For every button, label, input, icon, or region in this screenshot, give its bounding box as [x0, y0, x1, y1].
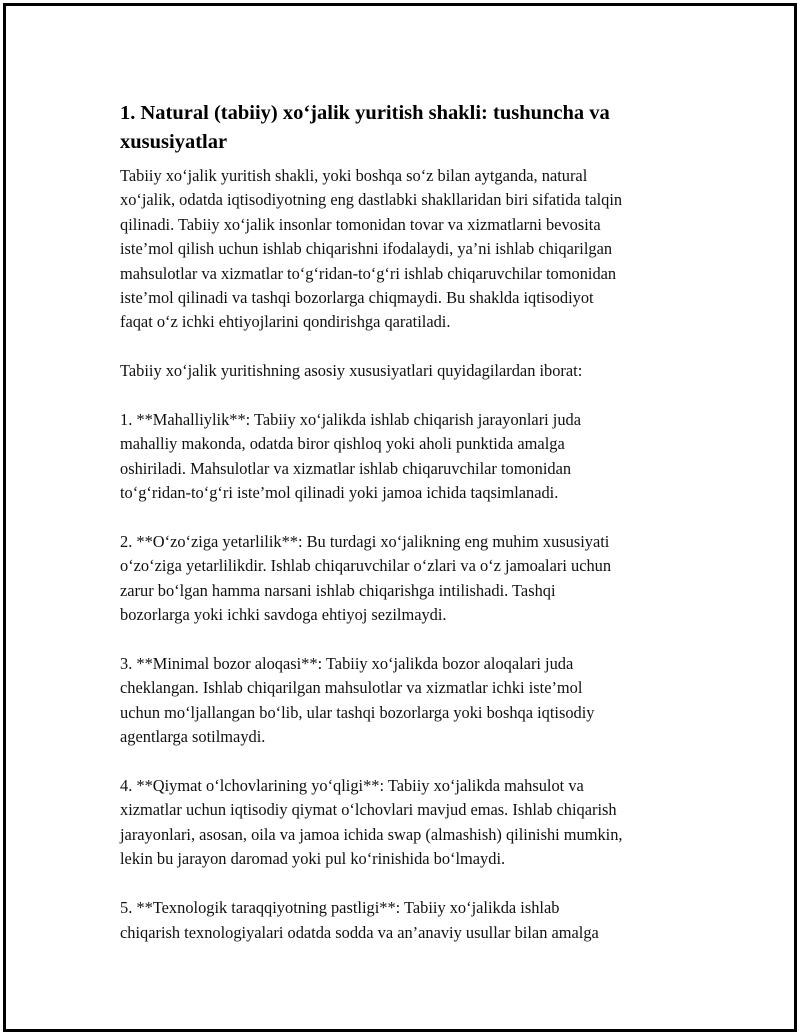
text-line: jarayonlari, asosan, oila va jamoa ichida swap (almashish) qilinishi mumkin, [120, 824, 623, 844]
heading-line: 1. Natural (tabiiy) xo‘jalik yuritish shakli: tushuncha va [120, 102, 610, 124]
text-line: 1. **Mahalliylik**: Tabiiy xo‘jalikda ishlab chiqarish jarayonlari juda [120, 410, 582, 430]
document-body [120, 99, 690, 969]
text-line: cheklangan. Ishlab chiqarilgan mahsulotlar va xizmatlar ichki iste’mol [120, 678, 583, 698]
text-line: lekin bu jarayon daromad yoki pul ko‘rinishida bo‘lmaydi. [120, 849, 506, 869]
section-heading [120, 99, 690, 157]
feature-item-5 [120, 896, 690, 945]
text-line: 3. **Minimal bozor aloqasi**: Tabiiy xo‘jalikda bozor aloqalari juda [120, 654, 574, 674]
text-line: bozorlarga yoki ichki savdoga ehtiyoj sezilmaydi. [120, 605, 447, 625]
text-line: 5. **Texnologik taraqqiyotning pastligi**: Tabiiy xo‘jalikda ishlab [120, 898, 560, 918]
text-line: zarur bo‘lgan hamma narsani ishlab chiqarishga intilishadi. Tashqi [120, 580, 556, 600]
text-line: to‘g‘ridan-to‘g‘ri iste’mol qilinadi yoki jamoa ichida taqsimlanadi. [120, 483, 559, 503]
text-line: xizmatlar uchun iqtisodiy qiymat o‘lchovlari mavjud emas. Ishlab chiqarish [120, 800, 617, 820]
page-frame [3, 3, 797, 1032]
intro-paragraph [120, 164, 690, 335]
text-line: xo‘jalik, odatda iqtisodiyotning eng dastlabki shakllaridan biri sifatida talqin [120, 190, 623, 210]
text-line: Tabiiy xo‘jalik yuritishning asosiy xususiyatlari quyidagilardan iborat: [120, 361, 583, 381]
text-line: oshiriladi. Mahsulotlar va xizmatlar ishlab chiqaruvchilar tomonidan [120, 458, 572, 478]
heading-line: xususiyatlar [120, 131, 228, 153]
text-line: 4. **Qiymat o‘lchovlarining yo‘qligi**: Tabiiy xo‘jalikda mahsulot va [120, 776, 584, 796]
text-line: iste’mol qilish uchun ishlab chiqarishni ifodalaydi, ya’ni ishlab chiqarilgan [120, 239, 613, 259]
feature-item-1 [120, 408, 690, 506]
text-line: chiqarish texnologiyalari odatda sodda va an’anaviy usullar bilan amalga [120, 922, 599, 942]
text-line: agentlarga sotilmaydi. [120, 727, 266, 747]
feature-item-3 [120, 652, 690, 750]
features-intro-paragraph [120, 359, 690, 383]
feature-item-4 [120, 774, 690, 872]
text-line: iste’mol qilinadi va tashqi bozorlarga chiqmaydi. Bu shaklda iqtisodiyot [120, 288, 594, 308]
text-line: 2. **O‘zo‘ziga yetarlilik**: Bu turdagi xo‘jalikning eng muhim xususiyati [120, 532, 610, 552]
feature-item-2 [120, 530, 690, 628]
text-line: faqat o‘z ichki ehtiyojlarini qondirishga qaratiladi. [120, 312, 451, 332]
text-line: o‘zo‘ziga yetarlilikdir. Ishlab chiqaruvchilar o‘zlari va o‘z jamoalari uchun [120, 556, 612, 576]
text-line: mahalliy makonda, odatda biror qishloq yoki aholi punktida amalga [120, 434, 565, 454]
text-line: mahsulotlar va xizmatlar to‘g‘ridan-to‘g‘ri ishlab chiqaruvchilar tomonidan [120, 263, 617, 283]
text-line: Tabiiy xo‘jalik yuritish shakli, yoki boshqa so‘z bilan aytganda, natural [120, 166, 588, 185]
text-line: uchun mo‘ljallangan bo‘lib, ular tashqi bozorlarga yoki boshqa iqtisodiy [120, 702, 595, 722]
text-line: qilinadi. Tabiiy xo‘jalik insonlar tomonidan tovar va xizmatlarni bevosita [120, 214, 601, 234]
